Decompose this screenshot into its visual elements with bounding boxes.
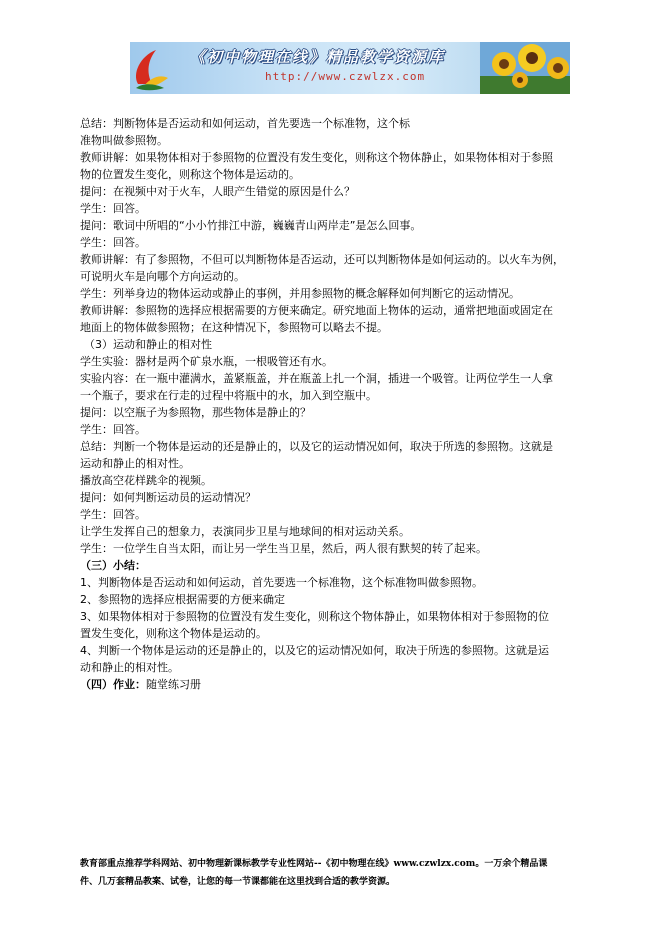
homework-text: 随堂练习册 (146, 678, 201, 691)
sunflower-icon (480, 42, 570, 94)
text-line: 学生实验：器材是两个矿泉水瓶，一根吸管还有水。 (80, 355, 333, 368)
site-title: 《初中物理在线》精品教学资源库 (190, 48, 446, 66)
text-line: 学生：回答。 (80, 423, 146, 436)
text-line: 实验内容：在一瓶中灌满水，盖紧瓶盖，并在瓶盖上扎一个洞，插进一个吸管。让两位学生一人拿 (80, 372, 553, 385)
section-heading: （3）运动和静止的相对性 (84, 338, 212, 351)
text-line: 学生：回答。 (80, 236, 146, 249)
homework-label: （四）作业： (80, 678, 146, 691)
text-line: 提问：如何判断运动员的运动情况？ (80, 491, 256, 504)
text-line: 学生：列举身边的物体运动或静止的事例，并用参照物的概念解释如何判断它的运动情况。 (80, 287, 520, 300)
text-line: 教师讲解：参照物的选择应根据需要的方便来确定。研究地面上物体的运动，通常把地面或固定在 (80, 304, 553, 317)
text-line: 物的位置发生变化，则称这个物体是运动的。 (80, 168, 300, 181)
summary-item: 1、判断物体是否运动和如何运动，首先要选一个标准物，这个标准物叫做参照物。 (80, 576, 483, 589)
site-url[interactable]: http://www.czwlzx.com (265, 70, 426, 83)
text-line: 提问：以空瓶子为参照物，那些物体是静止的？ (80, 406, 311, 419)
text-line: 让学生发挥自己的想象力，表演同步卫星与地球间的相对运动关系。 (80, 525, 410, 538)
lesson-content (80, 115, 590, 693)
text-line: 准物叫做参照物。 (80, 134, 168, 147)
text-line: 学生：一位学生自当太阳，而让另一学生当卫星，然后，两人很有默契的转了起来。 (80, 542, 487, 555)
page-footer (80, 855, 620, 891)
header-banner (130, 42, 570, 94)
footer-line: 教育部重点推荐学科网站、初中物理新课标教学专业性网站--《初中物理在线》www.czwlzx.com。一万余个精品课 (80, 859, 548, 869)
text-line: 提问：在视频中对于火车，人眼产生错觉的原因是什么？ (80, 185, 355, 198)
text-line: 学生：回答。 (80, 202, 146, 215)
summary-item: 动和静止的相对性。 (80, 661, 179, 674)
footer-line: 件、几万套精品教案、试卷，让您的每一节课都能在这里找到合适的教学资源。 (80, 877, 396, 887)
summary-item: 3、如果物体相对于参照物的位置没有发生变化，则称这个物体静止，如果物体相对于参照物的位 (80, 610, 549, 623)
text-line: 教师讲解：有了参照物，不但可以判断物体是否运动，还可以判断物体是如何运动的。以火车为例， (80, 253, 564, 266)
text-line: 总结：判断一个物体是运动的还是静止的，以及它的运动情况如何，取决于所选的参照物。这就是 (80, 440, 553, 453)
text-line: 学生：回答。 (80, 508, 146, 521)
site-logo-icon (130, 44, 170, 92)
section-heading: （三）小结： (80, 559, 146, 572)
text-line: 地面上的物体做参照物；在这种情况下，参照物可以略去不提。 (80, 321, 388, 334)
summary-item: 置发生变化，则称这个物体是运动的。 (80, 627, 267, 640)
text-line: 播放高空花样跳伞的视频。 (80, 474, 212, 487)
text-line: 提问：歌词中所唱的“小小竹排江中游，巍巍青山两岸走”是怎么回事。 (80, 219, 422, 232)
text-line: 总结：判断物体是否运动和如何运动，首先要选一个标准物，这个标 (80, 117, 410, 130)
text-line: 一个瓶子，要求在行走的过程中将瓶中的水，加入到空瓶中。 (80, 389, 377, 402)
text-line: 可说明火车是向哪个方向运动的。 (80, 270, 245, 283)
text-line: 教师讲解：如果物体相对于参照物的位置没有发生变化，则称这个物体静止，如果物体相对于参照 (80, 151, 553, 164)
summary-item: 4、判断一个物体是运动的还是静止的，以及它的运动情况如何，取决于所选的参照物。这就是运 (80, 644, 549, 657)
homework-line (80, 676, 590, 693)
text-line: 运动和静止的相对性。 (80, 457, 190, 470)
summary-item: 2、参照物的选择应根据需要的方便来确定 (80, 593, 285, 606)
